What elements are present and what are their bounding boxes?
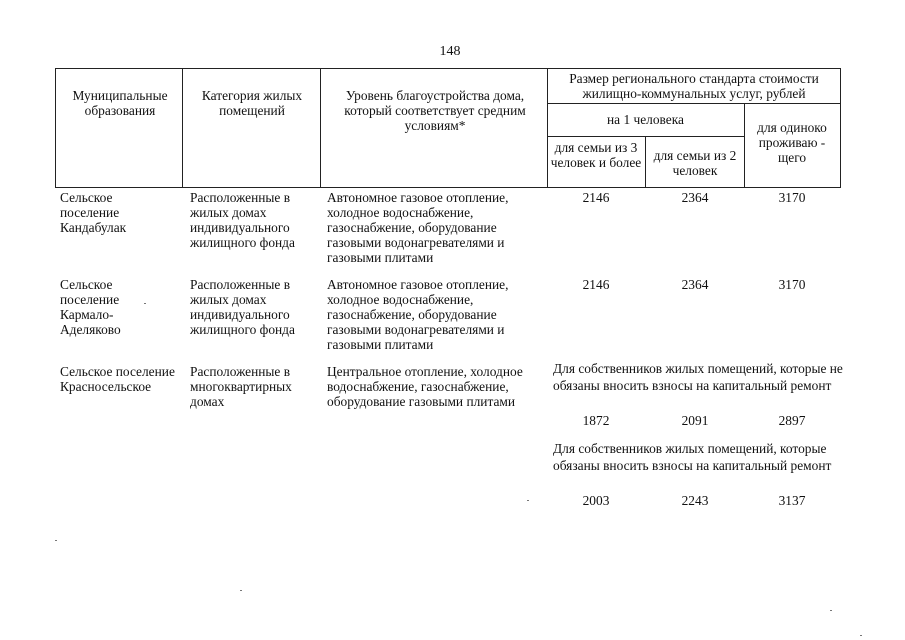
row3-category: Расположенные в многоквартирных домах xyxy=(190,364,292,409)
header-municipal: Муниципальные образования xyxy=(72,88,168,118)
row1-value-family2: 2364 xyxy=(681,190,709,205)
row3-note-no-contribution: Для собственников жилых помещений, которые не обязаны вносить взносы на капитальный ремонт xyxy=(553,361,843,393)
row3-a-value-family3: 1872 xyxy=(582,413,610,428)
col-divider-1 xyxy=(182,68,183,188)
scan-speck xyxy=(240,590,242,591)
scan-speck xyxy=(860,635,862,636)
row3-a-value-single: 2897 xyxy=(778,413,806,428)
row1-category: Расположенные в жилых домах индивидуального жилищного фонда xyxy=(190,190,295,250)
row1-value-single: 3170 xyxy=(778,190,806,205)
row3-level: Центральное отопление, холодное водоснабжение, газоснабжение, оборудование газовыми плитами xyxy=(327,364,523,409)
header-family2: для семьи из 2 человек xyxy=(653,148,737,178)
col-divider-2 xyxy=(320,68,321,188)
header-per-person: на 1 человека xyxy=(607,112,684,127)
col-divider-5 xyxy=(744,103,745,188)
row3-b-value-family3: 2003 xyxy=(582,493,610,508)
scan-speck xyxy=(55,540,57,541)
col-divider-4 xyxy=(645,136,646,188)
scan-speck xyxy=(144,303,146,304)
row3-b-value-family2: 2243 xyxy=(681,493,709,508)
col-divider-3 xyxy=(547,68,548,188)
row2-value-family2: 2364 xyxy=(681,277,709,292)
row3-b-value-single: 3137 xyxy=(778,493,806,508)
row1-value-family3: 2146 xyxy=(582,190,610,205)
table-left-border xyxy=(55,68,56,188)
row3-a-value-family2: 2091 xyxy=(681,413,709,428)
scan-speck xyxy=(527,500,529,501)
row2-value-single: 3170 xyxy=(778,277,806,292)
row1-level: Автономное газовое отопление, холодное водоснабжение, газоснабжение, оборудование газовыми водонагревателями и газовыми плитами xyxy=(327,190,509,265)
header-bottom-border xyxy=(55,187,841,188)
header-family3: для семьи из 3 человек и более xyxy=(550,140,642,170)
page-number: 148 xyxy=(439,44,461,59)
table-right-border xyxy=(840,68,841,188)
standard-subheader-border xyxy=(547,103,841,104)
header-level: Уровень благоустройства дома, который соответствует средним условиям* xyxy=(344,88,526,133)
row2-level: Автономное газовое отопление, холодное водоснабжение, газоснабжение, оборудование газовыми водонагревателями и газовыми плитами xyxy=(327,277,509,352)
header-standard: Размер регионального стандарта стоимости жилищно-коммунальных услуг, рублей xyxy=(569,71,819,101)
header-category: Категория жилых помещений xyxy=(201,88,303,118)
scan-speck xyxy=(830,610,832,611)
table-top-border xyxy=(55,68,841,69)
row2-category: Расположенные в жилых домах индивидуального жилищного фонда xyxy=(190,277,295,337)
row1-municipality: Сельское поселение Кандабулак xyxy=(60,190,127,235)
row2-municipality: Сельское поселение Кармало-Аделяково xyxy=(60,277,121,337)
row2-value-family3: 2146 xyxy=(582,277,610,292)
row3-municipality: Сельское поселение Красносельское xyxy=(60,364,175,394)
row3-note-with-contribution: Для собственников жилых помещений, которые обязаны вносить взносы на капитальный ремонт xyxy=(553,441,832,473)
header-single: для одиноко проживаю - щего xyxy=(757,120,827,165)
